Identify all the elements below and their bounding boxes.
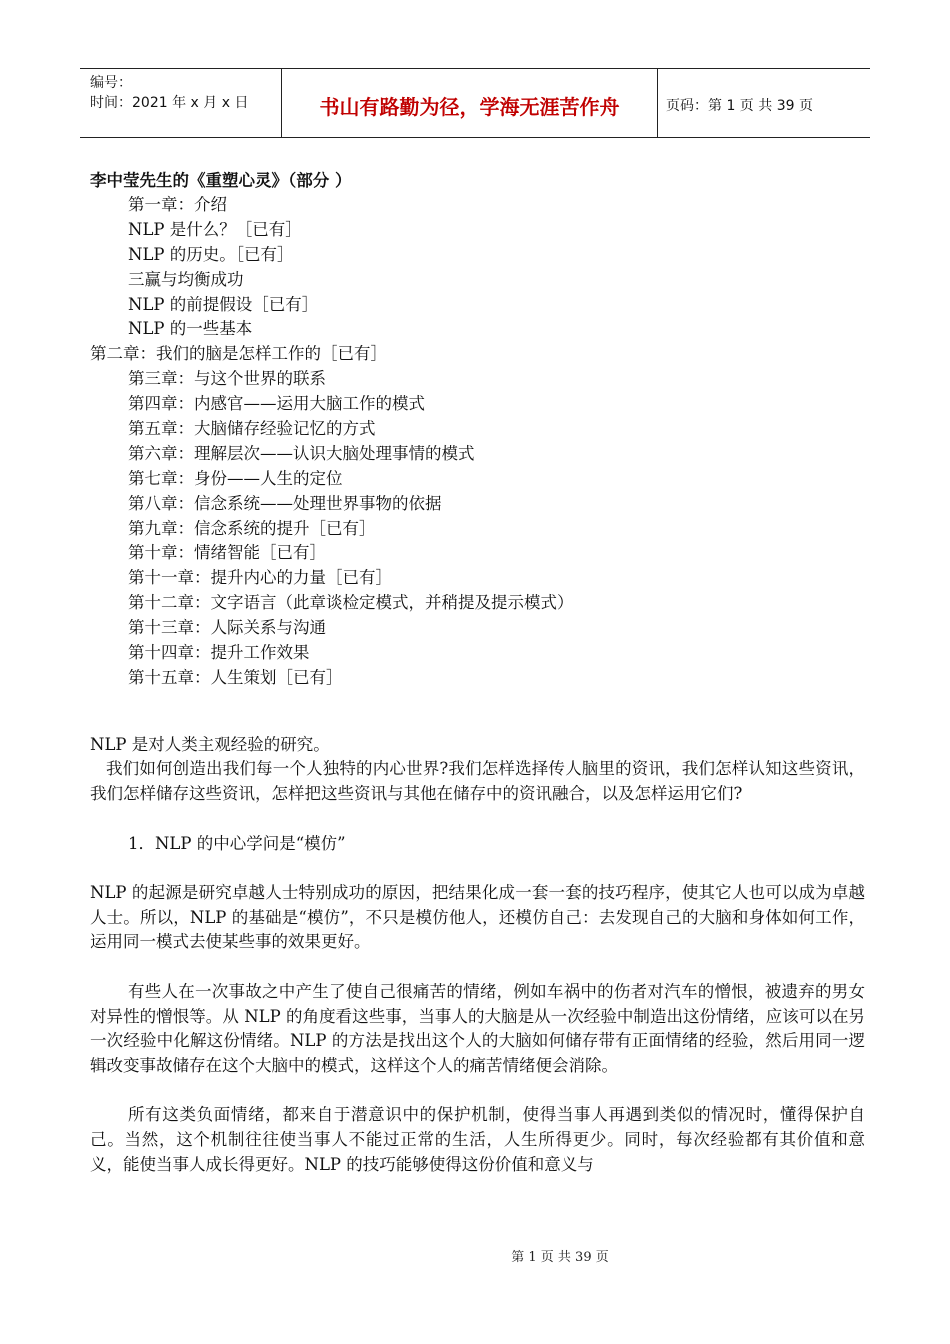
document-body bbox=[90, 168, 865, 1177]
toc-item: NLP 的历史。［已有］ bbox=[128, 244, 294, 264]
toc-item: 三赢与均衡成功 bbox=[128, 269, 244, 289]
toc-item: 第十一章：提升内心的力量［已有］ bbox=[128, 568, 392, 588]
toc-item: 第八章：信念系统——处理世界事物的依据 bbox=[128, 493, 442, 513]
toc-item: NLP 的前提假设［已有］ bbox=[128, 294, 319, 314]
paragraph-4: 所有这类负面情绪，都来自于潜意识中的保护机制，使得当事人再遇到类似的情况时，懂得保护自己。当然，这个机制往往使当事人不能过正常的生活，人生所得更少。同时，每次经验都有其价值和意义，能使当事人成长得更好。NLP 的技巧能够使得这份价值和意义与 bbox=[90, 1105, 865, 1174]
toc-item: 第十五章：人生策划［已有］ bbox=[128, 667, 343, 687]
paragraph-1: 我们如何创造出我们每一个人独特的内心世界?我们怎样选择传人脑里的资讯，我们怎样认知这些资讯，我们怎样储存这些资讯，怎样把这些资讯与其他在储存中的资讯融合，以及怎样运用它们? bbox=[90, 759, 865, 803]
toc-item: 第十三章：人际关系与沟通 bbox=[128, 618, 326, 638]
toc-item: 第三章：与这个世界的联系 bbox=[128, 369, 326, 389]
toc-item: 第九章：信念系统的提升［已有］ bbox=[128, 518, 376, 538]
toc-item: 第二章：我们的脑是怎样工作的［已有］ bbox=[90, 344, 387, 364]
section-heading-1: 1．NLP 的中心学问是“模仿” bbox=[128, 833, 346, 853]
time-label: 时间：2021 年 x 月 x 日 bbox=[90, 95, 249, 111]
page-footer bbox=[0, 1246, 950, 1265]
toc-item: 第七章：身份——人生的定位 bbox=[128, 468, 343, 488]
toc-item: 第四章：内感官——运用大脑工作的模式 bbox=[128, 394, 425, 414]
header-page-info: 页码：第 1 页 共 39 页 bbox=[666, 98, 813, 114]
paragraph-3: 有些人在一次事故之中产生了使自己很痛苦的情绪，例如车祸中的伤者对汽车的憎恨，被遗弃的男女对异性的憎恨等。从 NLP 的角度看这些事，当事人的大脑是从一次经验中制造出这份情绪，应该可以在另一次经验中化解这份情绪。NLP 的方法是找出这个人的大脑如何储存带有正面情绪的经验，然后用同一逻辑改变事故储存在这个大脑中的模式，这样这个人的痛苦情绪便会消除。 bbox=[90, 981, 865, 1075]
toc-item: 第十二章：文字语言（此章谈检定模式，并稍提及提示模式） bbox=[128, 593, 574, 613]
toc-item: NLP 是什么？［已有］ bbox=[128, 219, 302, 239]
paragraph-2: NLP 的起源是研究卓越人士特别成功的原因，把结果化成一套一套的技巧程序，使其它人也可以成为卓越人士。所以，NLP 的基础是“模仿”，不只是模仿他人，还模仿自己：去发现自己的大脑和身体如何工作，运用同一模式去使某些事的效果更好。 bbox=[90, 883, 865, 952]
header-motto: 书山有路勤为径，学海无涯苦作舟 bbox=[282, 69, 658, 137]
toc-item: 第十四章：提升工作效果 bbox=[128, 643, 310, 663]
toc-item: 第五章：大脑储存经验记忆的方式 bbox=[128, 419, 376, 439]
footer-page-number: 第 1 页 共 39 页 bbox=[511, 1250, 609, 1265]
page-header bbox=[80, 68, 870, 138]
toc-item: 第六章：理解层次——认识大脑处理事情的模式 bbox=[128, 443, 475, 463]
intro-line: NLP 是对人类主观经验的研究。 bbox=[90, 734, 330, 754]
table-of-contents bbox=[90, 193, 865, 691]
toc-item: 第十章：情绪智能［已有］ bbox=[128, 543, 326, 563]
header-meta bbox=[80, 69, 282, 137]
number-label: 编号： bbox=[90, 75, 132, 91]
toc-item: 第一章：介绍 bbox=[128, 195, 227, 214]
document-title: 李中莹先生的《重塑心灵》（部分 ） bbox=[90, 171, 352, 190]
toc-item: NLP 的一些基本 bbox=[128, 319, 253, 339]
